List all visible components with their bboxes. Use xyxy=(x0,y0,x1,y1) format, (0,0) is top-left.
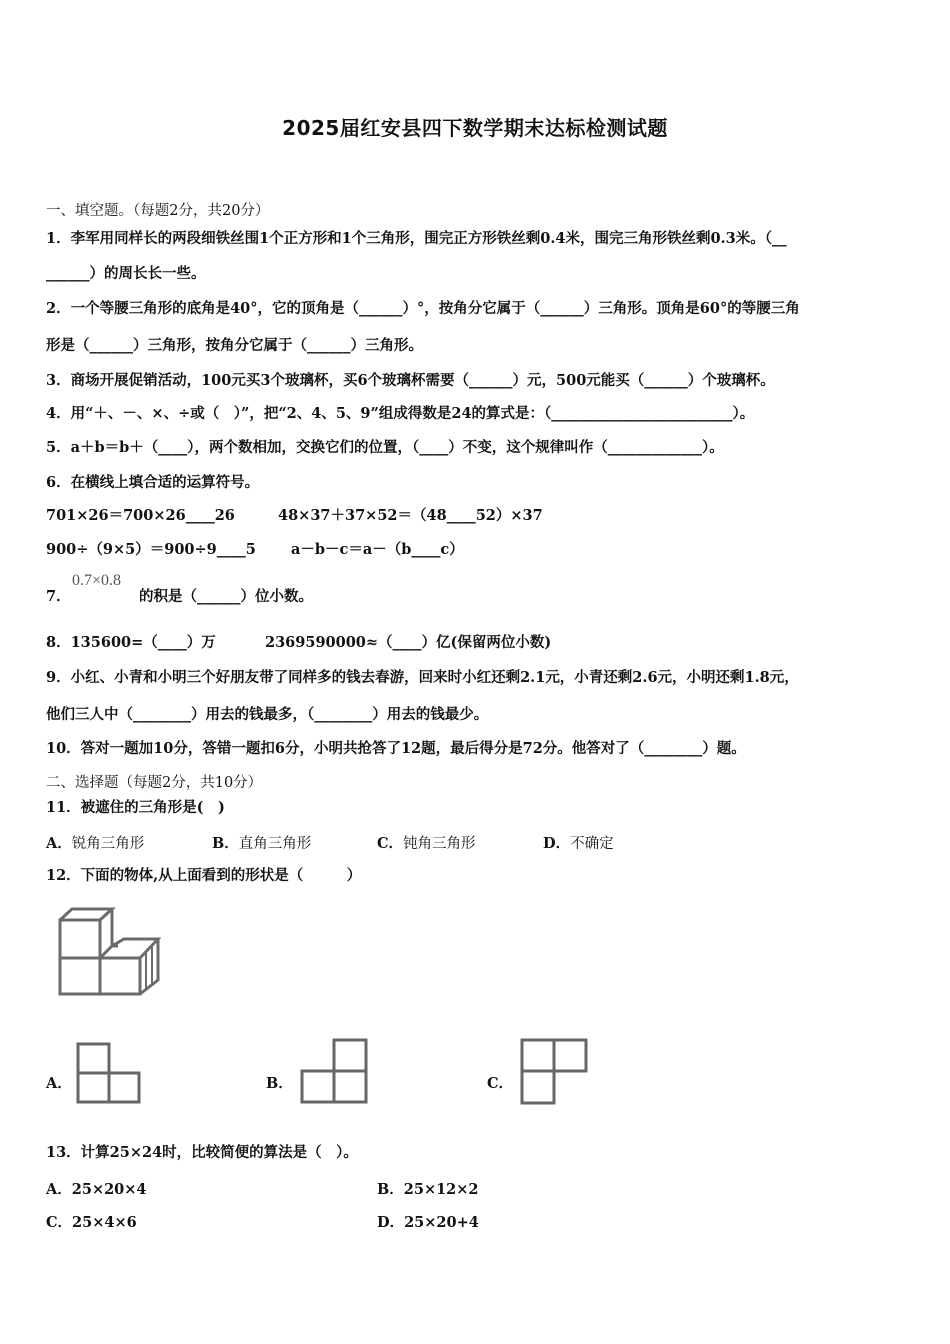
q12-option-a-shape xyxy=(76,1042,140,1104)
section-choice-heading: 二、选择题（每题2分，共10分） xyxy=(46,775,263,791)
q13-option-c: C．25×4×6 xyxy=(46,1214,137,1231)
q12-option-c-label: C． xyxy=(487,1075,514,1092)
q11-option-a: A．锐角三角形 xyxy=(46,835,145,852)
question-8-part-a: 8．135600=（____）万 xyxy=(46,634,216,651)
section-fill-in-heading: 一、填空题。（每题2分，共20分） xyxy=(46,203,270,219)
q11-option-c: C．钝角三角形 xyxy=(377,835,476,852)
page-title: 2025届红安县四下数学期末达标检测试题 xyxy=(282,116,668,140)
question-2-line-2: 形是（______）三角形，按角分它属于（______）三角形。 xyxy=(46,337,423,354)
question-13: 13．计算25×24时，比较简便的算法是（ ）。 xyxy=(46,1144,358,1161)
question-6-row-1-left: 701×26＝700×26____26 xyxy=(46,507,235,524)
question-10: 10．答对一题加10分，答错一题扣6分，小明共抢答了12题，最后得分是72分。他答对了（________）题。 xyxy=(46,740,746,757)
q12-option-a-label: A． xyxy=(46,1075,72,1092)
question-12: 12．下面的物体,从上面看到的形状是（ ） xyxy=(46,867,362,884)
q12-option-b-shape xyxy=(300,1038,368,1104)
q13-option-d: D．25×20+4 xyxy=(377,1214,479,1231)
question-6-row-1-right: 48×37＋37×52＝（48____52）×37 xyxy=(278,507,543,524)
cube-stack-figure xyxy=(52,906,164,998)
question-1-line-1: 1．李军用同样长的两段细铁丝围1个正方形和1个三角形，围完正方形铁丝剩0.4米，围完三角形铁丝剩0.3米。（__ xyxy=(46,230,787,247)
q12-option-b-label: B． xyxy=(266,1075,293,1092)
question-7-number: 7． xyxy=(46,588,71,605)
q11-option-b: B．直角三角形 xyxy=(212,835,312,852)
question-9-line-1: 9．小红、小青和小明三个好朋友带了同样多的钱去春游，回来时小红还剩2.1元，小青还剩2.6元，小明还剩1.8元， xyxy=(46,669,799,686)
question-7-expression: 0.7×0.8 xyxy=(72,572,122,589)
question-7-text: 的积是（______）位小数。 xyxy=(139,588,313,605)
question-4: 4．用“＋、－、×、÷或（ ）”，把“2、4、5、9”组成得数是24的算式是：（_________________________）。 xyxy=(46,405,755,422)
question-1-line-2: ______）的周长长一些。 xyxy=(46,265,206,282)
question-9-line-2: 他们三人中（________）用去的钱最多，（________）用去的钱最少。 xyxy=(46,706,489,723)
question-6-row-2-right: a－b－c＝a－（b____c） xyxy=(291,541,464,558)
question-5: 5．a＋b＝b＋（____），两个数相加，交换它们的位置，（____）不变，这个规律叫作（_____________）。 xyxy=(46,439,724,456)
q13-option-b: B．25×12×2 xyxy=(377,1181,479,1198)
q11-option-d: D．不确定 xyxy=(543,835,614,852)
question-6: 6．在横线上填合适的运算符号。 xyxy=(46,474,260,491)
question-11: 11．被遮住的三角形是( ) xyxy=(46,799,225,816)
q13-option-a: A．25×20×4 xyxy=(46,1181,147,1198)
question-8-part-b: 2369590000≈（____）亿(保留两位小数) xyxy=(265,634,552,651)
q12-option-c-shape xyxy=(520,1038,588,1106)
question-2-line-1: 2．一个等腰三角形的底角是40°，它的顶角是（______）°，按角分它属于（______）三角形。顶角是60°的等腰三角 xyxy=(46,300,800,317)
question-3: 3．商场开展促销活动，100元买3个玻璃杯，买6个玻璃杯需要（______）元，500元能买（______）个玻璃杯。 xyxy=(46,372,775,389)
question-6-row-2-left: 900÷（9×5）＝900÷9____5 xyxy=(46,541,256,558)
